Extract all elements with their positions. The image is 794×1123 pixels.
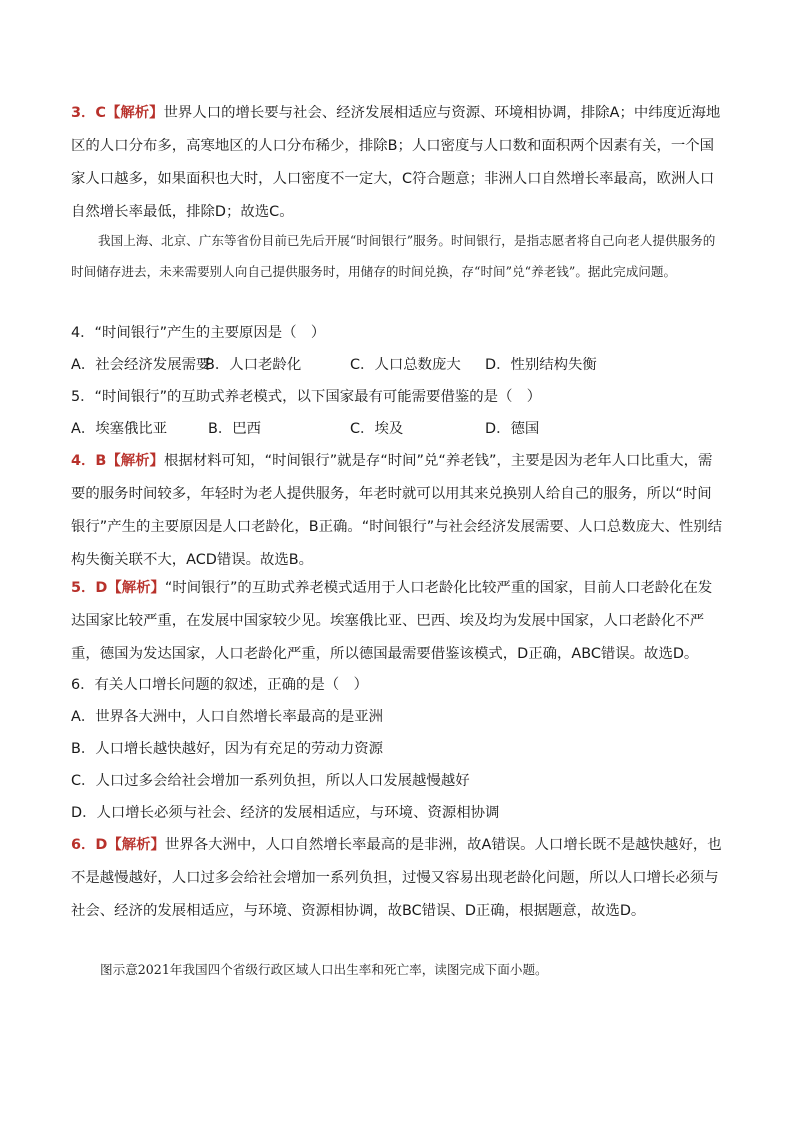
answer-3-text: 世界人口的增长要与社会、经济发展相适应与资源、环境相协调，排除A；中纬度近海地区的人口分布多，高寒地区的人口分布稀少，排除B；人口密度与人口数和面积两个因素有关，一个国家人口越多，如果面积也大时，人口密度不一定大，C符合题意；非洲人口自然增长率最高，欧洲人口自然增长率最低，排除D；故选C。 (71, 105, 721, 220)
option-4a[interactable]: A．社会经济发展需要 (71, 357, 211, 373)
answer-3 (71, 97, 726, 229)
option-5c[interactable]: C．埃及 (350, 421, 404, 437)
option-5b[interactable]: B．巴西 (208, 421, 262, 437)
option-4b[interactable]: B．人口老龄化 (205, 357, 302, 373)
answer-5-text: “时间银行”的互助式养老模式适用于人口老龄化比较严重的国家，目前人口老龄化在发达国家比较严重，在发展中国家较少见。埃塞俄比亚、巴西、埃及均为发展中国家，人口老龄化不严重，德国为发达国家，人口老龄化严重，所以德国最需要借鉴该模式，D正确，ABC错误。故选D。 (71, 580, 713, 662)
answer-6 (71, 829, 726, 928)
option-6a[interactable]: A．世界各大洲中，人口自然增长率最高的是亚洲 (71, 709, 384, 725)
reading-material: 我国上海、北京、广东等省份目前已先后开展“时间银行”服务。时间银行，是指志愿者将自己向老人提供服务的时间储存进去，未来需要别人向自己提供服务时，用储存的时间兑换，存“时间”兑“养老钱”。据此完成问题。 (71, 233, 716, 279)
answer-4-tag: 4．B【解析】 (71, 453, 164, 469)
answer-5-tag: 5．D【解析】 (71, 580, 165, 596)
question-5-options (71, 413, 726, 446)
answer-4 (71, 445, 726, 577)
option-5d[interactable]: D．德国 (485, 421, 540, 437)
answer-5 (71, 572, 726, 671)
figure-caption: 图示意2021年我国四个省级行政区域人口出生率和死亡率，读图完成下面小题。 (100, 962, 548, 977)
option-6b[interactable]: B．人口增长越快越好，因为有充足的劳动力资源 (71, 741, 384, 757)
answer-3-tag: 3．C【解析】 (71, 105, 164, 121)
option-6d[interactable]: D．人口增长必须与社会、经济的发展相适应，与环境、资源相协调 (71, 805, 500, 821)
option-5a[interactable]: A．埃塞俄比亚 (71, 421, 168, 437)
question-4-options (71, 349, 726, 382)
answer-4-text: 根据材料可知，“时间银行”就是存“时间”兑“养老钱”，主要是因为老年人口比重大，需要的服务时间较多，年轻时为老人提供服务，年老时就可以用其来兑换别人给自己的服务，所以“时间银行”产生的主要原因是人口老龄化，B正确。“时间银行”与社会经济发展需要、人口总数庞大、性别结构失衡关联不大，ACD错误。故选B。 (71, 453, 723, 568)
question-5-stem: 5．“时间银行”的互助式养老模式，以下国家最有可能需要借鉴的是（ ） (71, 389, 542, 405)
question-4-stem: 4．“时间银行”产生的主要原因是（ ） (71, 325, 326, 341)
option-4d[interactable]: D．性别结构失衡 (485, 357, 597, 373)
option-6c[interactable]: C．人口过多会给社会增加一系列负担，所以人口发展越慢越好 (71, 773, 470, 789)
question-6-stem: 6．有关人口增长问题的叙述，正确的是（ ） (71, 677, 368, 693)
answer-6-text: 世界各大洲中，人口自然增长率最高的是非洲，故A错误。人口增长既不是越快越好，也不是越慢越好，人口过多会给社会增加一系列负担，过慢又容易出现老龄化问题，所以人口增长必须与社会、经济的发展相适应，与环境、资源相协调，故BC错误、D正确，根据题意，故选D。 (71, 837, 722, 919)
option-4c[interactable]: C．人口总数庞大 (350, 357, 461, 373)
answer-6-tag: 6．D【解析】 (71, 837, 165, 853)
